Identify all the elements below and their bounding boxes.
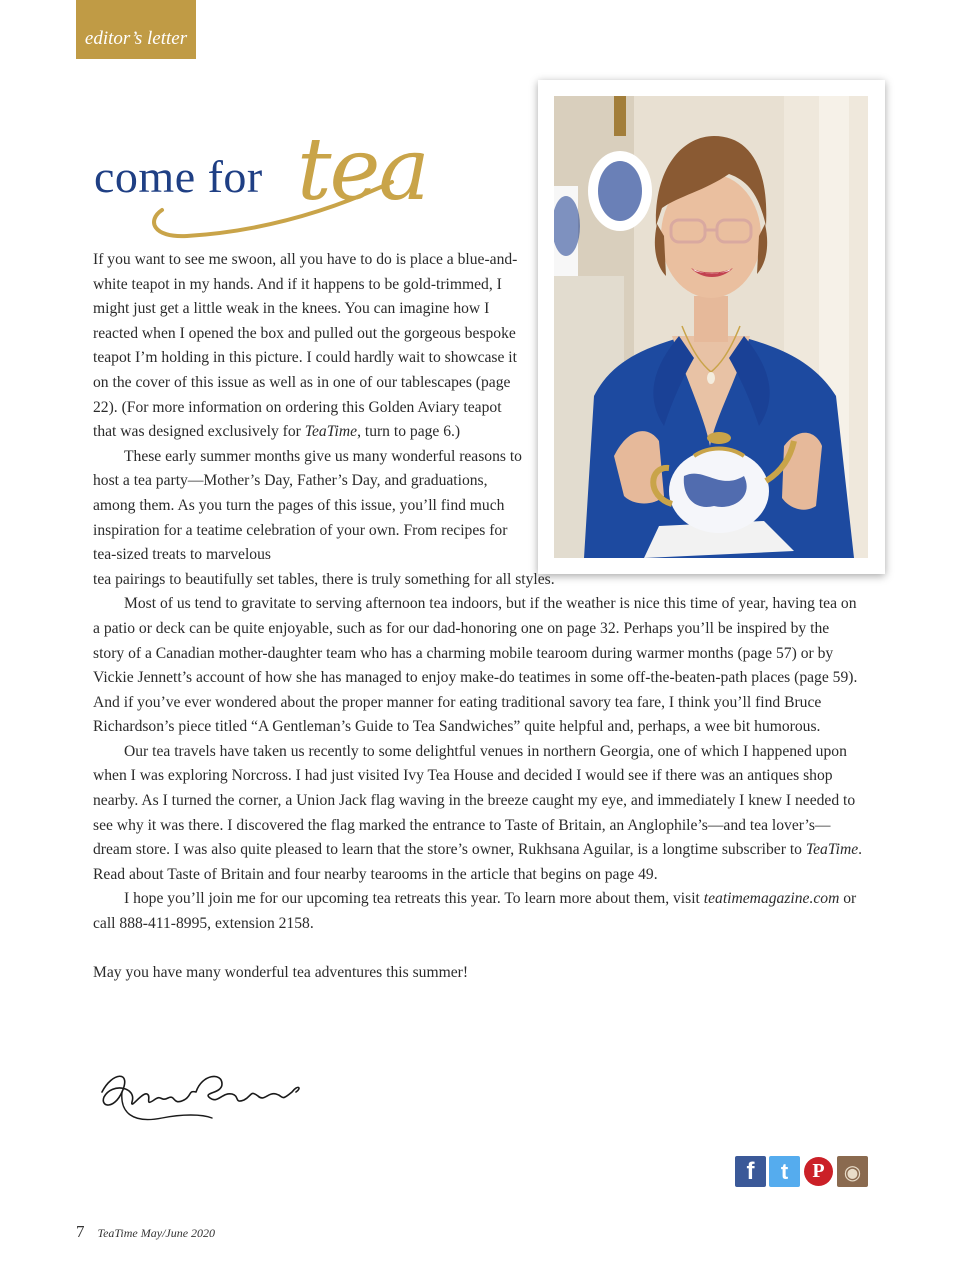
facebook-icon[interactable] xyxy=(735,1156,766,1187)
paragraph-1-end: , turn to page 6.) xyxy=(357,423,461,441)
paragraph-5 xyxy=(93,887,863,936)
paragraph-5-end: or call 888-411-8995, extension 2158. xyxy=(93,890,857,933)
social-links xyxy=(735,1156,868,1187)
pinterest-glyph: P xyxy=(812,1160,825,1182)
footer-issue: May/June 2020 xyxy=(140,1226,216,1240)
title-tea: tea xyxy=(297,120,428,220)
paragraph-4-end: . Read about Taste of Britain and four nearby tearooms in the article that begins on page 49. xyxy=(93,841,863,883)
twitter-icon[interactable] xyxy=(769,1156,800,1187)
page-title xyxy=(92,120,452,250)
closing-line: May you have many wonderful tea adventures this summer! xyxy=(93,964,469,982)
paragraph-4-text: Our tea travels have taken us recently to some delightful venues in northern Georgia, one of which I happened upon when I was exploring Norcross. I had just visited Ivy Tea House and decided I would see if there was an antiques shop nearby. As I turned the corner, a Union Jack flag waving in the breeze caught my eye, and immediately I knew I needed to see why it was there. I discovered the flag marked the entrance to Taste of Britain, an Anglophile’s—and tea lover’s—dream store. I was also quite pleased to learn that the store’s owner, Rukhsana Aguilar, is a longtime subscriber to xyxy=(93,742,856,859)
footer-magazine: TeaTime xyxy=(97,1226,138,1240)
instagram-glyph: ◉ xyxy=(843,1159,862,1184)
paragraph-2: These early summer months give us many wonderful reasons to host a tea party—Mother’s Day, Father’s Day, and graduations, among them. As you turn the pages of this issue, you’ll find much inspiration for a teatime celebration of your own. From recipes for tea-sized treats to marvelous xyxy=(93,447,522,564)
paragraph-4 xyxy=(93,740,863,888)
editor-signature xyxy=(92,1062,312,1132)
paragraph-3: Most of us tend to gravitate to serving afternoon tea indoors, but if the weather is nice this time of year, having tea on a patio or deck can be quite enjoyable, such as for our dad-honoring one on page 32. Perhaps you’ll be inspired by the story of a Canadian mother-daughter team who has a charming mobile tearoom during warmer months (page 57) or by Vickie Jennett’s account of how she has managed to enjoy make-do teatimes in some off-the-beaten-path places (page 59). And if you’ve ever wondered about the proper manner for eating traditional savory tea fare, I think you’ll find Bruce Richardson’s piece titled “A Gentleman’s Guide to Tea Sandwiches” quite helpful and, perhaps, a wee bit humorous. xyxy=(93,595,858,736)
letter-body xyxy=(93,248,863,986)
paragraph-1 xyxy=(93,248,525,445)
page-footer xyxy=(76,1222,215,1242)
website-link[interactable]: teatimemagazine.com xyxy=(703,890,840,908)
magazine-name-italic: TeaTime xyxy=(304,423,358,441)
magazine-name-italic-2: TeaTime xyxy=(805,841,859,859)
title-come-for: come for xyxy=(94,151,263,202)
paragraph-gap xyxy=(93,937,863,962)
paragraph-1-text: If you want to see me swoon, all you have to do is place a blue-and-white teapot in my hands. And if it happens to be gold-trimmed, I might just get a little weak in the knees. You can imagine how I reacted when I opened the box and pulled out the gorgeous bespoke teapot I’m holding in this picture. I could hardly wait to showcase it on the cover of this issue as well as in one of our tablescapes (page 22). (For more information on ordering this Golden Aviary teapot that was designed exclusively for xyxy=(93,251,518,441)
paragraph-2-continued: tea pairings to beautifully set tables, there is truly something for all styles. xyxy=(93,570,555,588)
pinterest-icon[interactable] xyxy=(803,1156,834,1187)
section-tag: editor’s letter xyxy=(76,0,196,59)
instagram-icon[interactable] xyxy=(837,1156,868,1187)
twitter-glyph: t xyxy=(780,1158,789,1184)
facebook-glyph: f xyxy=(746,1157,755,1185)
paragraph-5-text: I hope you’ll join me for our upcoming tea retreats this year. To learn more about them, visit xyxy=(124,890,704,908)
page-number: 7 xyxy=(76,1222,85,1241)
